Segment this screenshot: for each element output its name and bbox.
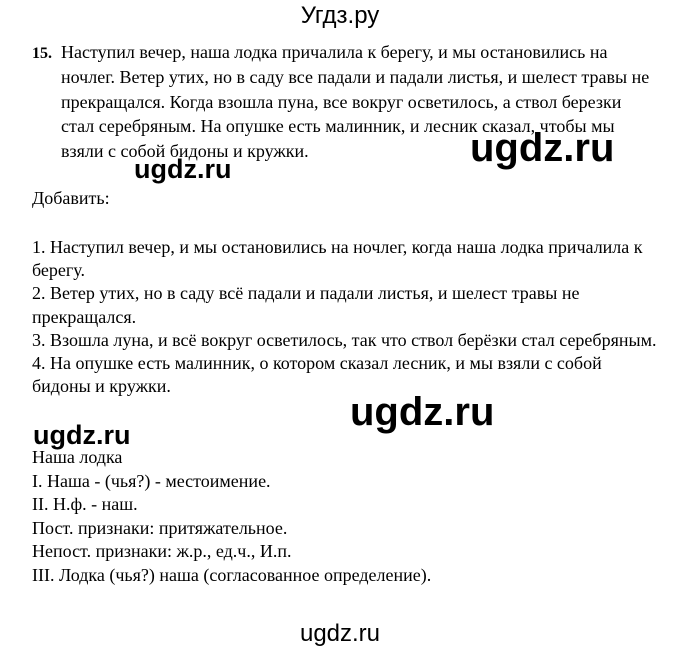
site-title: Угдз.ру	[300, 2, 380, 29]
watermark: ugdz.ru	[33, 420, 131, 450]
watermark-footer: ugdz.ru	[299, 620, 381, 647]
answer-item: 3. Взошла луна, и всё вокруг осветилось, так что ствол берёзки стал серебряным.	[32, 329, 657, 350]
analysis-line: II. Н.ф. - наш.	[32, 494, 138, 514]
answer-item: 4. На опушке есть малинник, о котором сказал лесник, и мы взяли с собой бидоны и кружки.	[32, 353, 602, 397]
analysis-line: I. Наша - (чья?) - местоимение.	[32, 470, 271, 491]
analysis-line: Пост. признаки: притяжательное.	[32, 517, 288, 538]
task-text: Наступил вечер, наша лодка причалила к берегу, и мы остановились на ночлег. Ветер утих, но в саду все падали и падали листья, и шелест травы не прекращался. Когда взошла пуна, все вокруг осветилось, а ствол березки стал серебряным. На опушке есть малинник, и лесник сказал, чтобы мы взяли с собой бидоны и кружки.	[61, 42, 650, 162]
watermark: ugdz.ru	[134, 154, 232, 184]
answer-list	[32, 236, 662, 398]
analysis-line: III. Лодка (чья?) наша (согласованное определение).	[32, 564, 432, 585]
analysis-line: Непост. признаки: ж.р., ед.ч., И.п.	[32, 541, 292, 561]
watermark: ugdz.ru	[350, 390, 495, 434]
analysis-heading: Наша лодка	[32, 447, 123, 467]
task-number: 15.	[32, 45, 52, 62]
answer-item: 2. Ветер утих, но в саду всё падали и падали листья, и шелест травы не прекращался.	[32, 283, 580, 327]
section-label: Добавить:	[32, 188, 110, 208]
watermark: ugdz.ru	[470, 126, 615, 170]
answer-item: 1. Наступил вечер, и мы остановились на ночлег, когда наша лодка причалила к берегу.	[32, 237, 643, 281]
analysis-block	[32, 446, 662, 587]
